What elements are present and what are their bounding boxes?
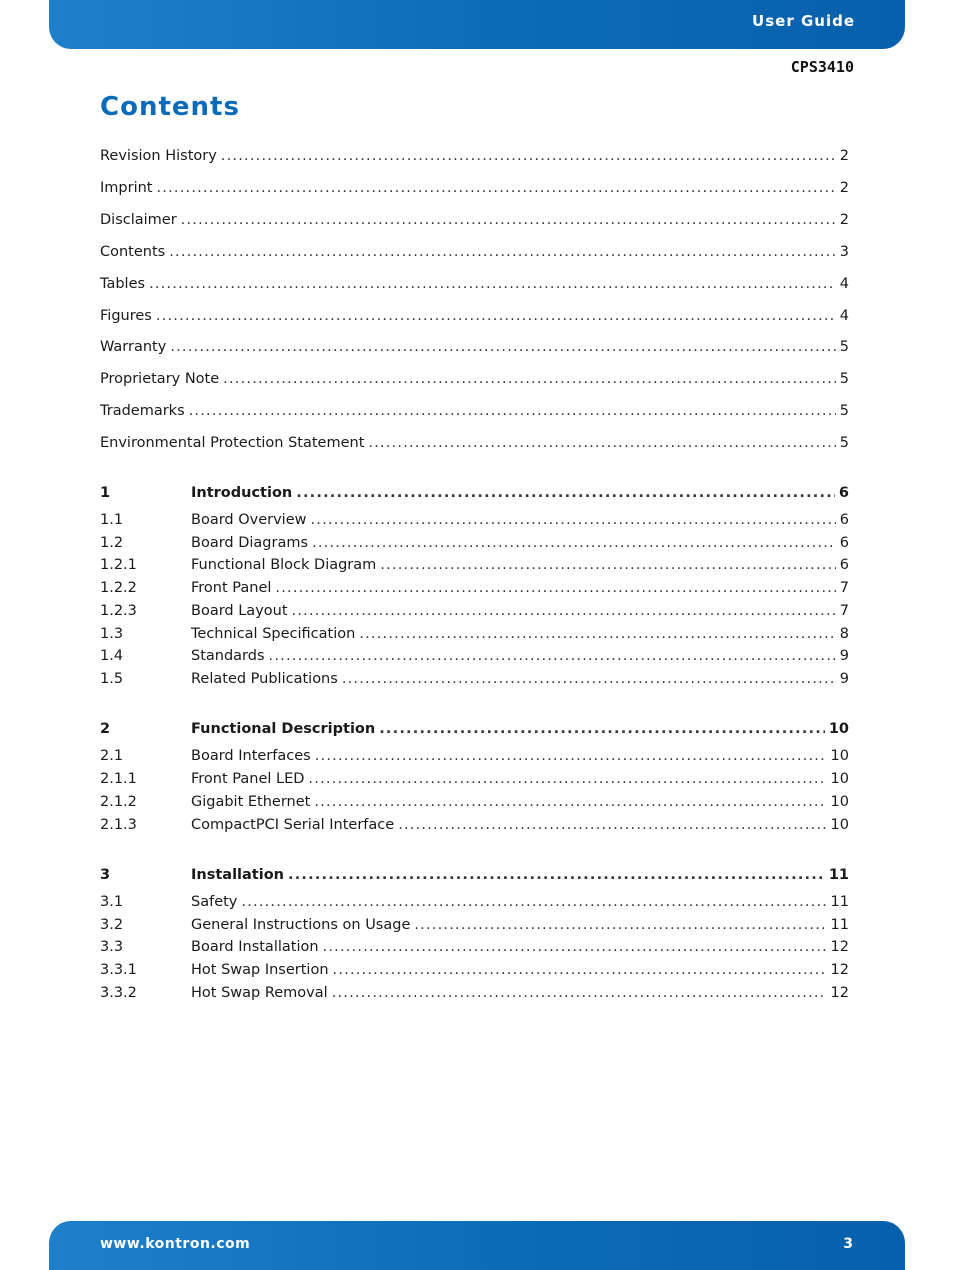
toc-section-number: 3.2 <box>100 917 124 933</box>
toc-entry[interactable] <box>100 244 849 264</box>
toc-section-number: 2.1 <box>100 748 124 764</box>
toc-section-label: General Instructions on Usage <box>191 917 411 933</box>
toc-entry-page: 2 <box>839 148 849 164</box>
toc-chapter[interactable] <box>100 485 849 505</box>
toc-leader <box>221 148 836 164</box>
toc-entry-label: Contents <box>100 244 166 260</box>
toc-section[interactable] <box>100 794 849 814</box>
toc-entry-label: Warranty <box>100 339 167 355</box>
toc-chapter-page: 10 <box>828 721 849 737</box>
toc-section-page: 10 <box>830 794 849 810</box>
toc-leader <box>149 276 836 292</box>
toc-leader <box>312 535 836 551</box>
toc-entry-label: Imprint <box>100 180 153 196</box>
toc-leader <box>170 339 835 355</box>
toc-section-number: 2.1.3 <box>100 817 137 833</box>
toc-section-page: 10 <box>830 817 849 833</box>
toc-chapter-number: 1 <box>100 485 111 501</box>
toc-section-page: 9 <box>839 648 849 664</box>
toc-chapter-number: 3 <box>100 867 111 883</box>
toc-section[interactable] <box>100 817 849 837</box>
toc-entry-page: 5 <box>839 435 849 451</box>
toc-section[interactable] <box>100 557 849 577</box>
toc-leader <box>241 894 826 910</box>
page-title: Contents <box>100 92 240 122</box>
toc-entry[interactable] <box>100 403 849 423</box>
toc-section-number: 3.3.1 <box>100 962 137 978</box>
toc-section-number: 2.1.1 <box>100 771 137 787</box>
product-name: CPS3410 <box>790 58 854 76</box>
toc-section[interactable] <box>100 894 849 914</box>
toc-section-page: 6 <box>839 512 849 528</box>
toc-section-label: Front Panel LED <box>191 771 305 787</box>
toc-section-number: 1.2.3 <box>100 603 137 619</box>
toc-section-number: 1.5 <box>100 671 124 687</box>
toc-section-label: Gigabit Ethernet <box>191 794 311 810</box>
toc-section-number: 1.2 <box>100 535 124 551</box>
toc-leader <box>181 212 836 228</box>
toc-section-number: 3.3.2 <box>100 985 137 1001</box>
toc-section-label: Functional Block Diagram <box>191 557 377 573</box>
toc-chapter[interactable] <box>100 721 849 741</box>
toc-section[interactable] <box>100 626 849 646</box>
toc-section-label: Board Interfaces <box>191 748 311 764</box>
toc-section-label: Board Diagrams <box>191 535 309 551</box>
toc-section-label: CompactPCI Serial Interface <box>191 817 395 833</box>
toc-entry-page: 2 <box>839 180 849 196</box>
toc-section-page: 6 <box>839 557 849 573</box>
toc-section-page: 12 <box>830 939 849 955</box>
toc-section-page: 9 <box>839 671 849 687</box>
toc-section-page: 8 <box>839 626 849 642</box>
toc-section-label: Board Installation <box>191 939 319 955</box>
toc-entry-label: Figures <box>100 308 152 324</box>
toc-entry[interactable] <box>100 180 849 200</box>
toc-section-page: 11 <box>830 917 849 933</box>
toc-section[interactable] <box>100 771 849 791</box>
toc-leader <box>223 371 836 387</box>
toc-section-page: 10 <box>830 748 849 764</box>
toc-entry-page: 4 <box>839 308 849 324</box>
toc-section-number: 3.3 <box>100 939 124 955</box>
toc-leader <box>414 917 826 933</box>
toc-section[interactable] <box>100 603 849 623</box>
toc-section[interactable] <box>100 917 849 937</box>
toc-section-page: 7 <box>839 580 849 596</box>
toc-leader <box>288 867 825 883</box>
toc-entry-label: Tables <box>100 276 146 292</box>
toc-chapter-number: 2 <box>100 721 111 737</box>
toc-section-page: 7 <box>839 603 849 619</box>
toc-section[interactable] <box>100 939 849 959</box>
toc-chapter-label: Functional Description <box>191 721 376 737</box>
footer-url-link[interactable]: www.kontron.com <box>100 1236 251 1252</box>
toc-section-label: Hot Swap Insertion <box>191 962 329 978</box>
footer-page-number: 3 <box>843 1236 853 1252</box>
toc-section[interactable] <box>100 580 849 600</box>
toc-leader <box>156 308 836 324</box>
toc-section-number: 1.2.1 <box>100 557 137 573</box>
toc-chapter-page: 6 <box>838 485 849 501</box>
toc-entry[interactable] <box>100 308 849 328</box>
toc-section-label: Standards <box>191 648 265 664</box>
toc-leader <box>189 403 836 419</box>
toc-section[interactable] <box>100 535 849 555</box>
toc-leader <box>269 648 836 664</box>
toc-leader <box>296 485 835 501</box>
toc-section-label: Technical Specification <box>191 626 356 642</box>
toc-section-number: 1.3 <box>100 626 124 642</box>
toc-chapter-label: Introduction <box>191 485 293 501</box>
toc-entry[interactable] <box>100 276 849 296</box>
toc-entry[interactable] <box>100 339 849 359</box>
toc-leader <box>323 939 827 955</box>
toc-entry[interactable] <box>100 148 849 168</box>
toc-leader <box>308 771 826 787</box>
toc-section-number: 1.1 <box>100 512 124 528</box>
toc-section-page: 12 <box>830 985 849 1001</box>
toc-section[interactable] <box>100 985 849 1005</box>
toc-section-label: Front Panel <box>191 580 272 596</box>
toc-leader <box>379 721 825 737</box>
toc-section[interactable] <box>100 648 849 668</box>
toc-section-page: 6 <box>839 535 849 551</box>
toc-section-page: 10 <box>830 771 849 787</box>
toc-leader <box>315 748 827 764</box>
toc-entry-page: 5 <box>839 371 849 387</box>
toc-section-number: 2.1.2 <box>100 794 137 810</box>
toc-entry-label: Disclaimer <box>100 212 177 228</box>
toc-section-number: 1.2.2 <box>100 580 137 596</box>
toc-entry-label: Proprietary Note <box>100 371 220 387</box>
toc-leader <box>398 817 826 833</box>
toc-leader <box>359 626 835 642</box>
toc-leader <box>368 435 835 451</box>
toc-leader <box>314 794 826 810</box>
toc-entry-page: 3 <box>839 244 849 260</box>
header-title: User Guide <box>752 12 855 30</box>
toc-section-page: 11 <box>830 894 849 910</box>
footer-bar <box>49 1221 905 1270</box>
header-bar <box>49 0 905 49</box>
toc-entry[interactable] <box>100 435 849 455</box>
toc-entry-page: 2 <box>839 212 849 228</box>
toc-section-label: Board Layout <box>191 603 288 619</box>
toc-leader <box>342 671 836 687</box>
toc-section-number: 3.1 <box>100 894 124 910</box>
toc-section[interactable] <box>100 962 849 982</box>
toc-entry-page: 5 <box>839 339 849 355</box>
toc-section-label: Safety <box>191 894 238 910</box>
toc-entry-label: Trademarks <box>100 403 185 419</box>
toc-leader <box>333 962 827 978</box>
toc-entry-page: 4 <box>839 276 849 292</box>
toc-leader <box>311 512 836 528</box>
toc-entry[interactable] <box>100 371 849 391</box>
toc-section[interactable] <box>100 748 849 768</box>
toc-chapter-label: Installation <box>191 867 284 883</box>
toc-section-label: Board Overview <box>191 512 307 528</box>
toc-leader <box>332 985 827 1001</box>
toc-section-label: Related Publications <box>191 671 338 687</box>
toc-leader <box>156 180 835 196</box>
toc-entry-label: Environmental Protection Statement <box>100 435 365 451</box>
toc-section-page: 12 <box>830 962 849 978</box>
toc-section-number: 1.4 <box>100 648 124 664</box>
toc-entry-label: Revision History <box>100 148 217 164</box>
toc-chapter-page: 11 <box>828 867 849 883</box>
toc-leader <box>169 244 836 260</box>
toc-leader <box>380 557 835 573</box>
toc-leader <box>292 603 836 619</box>
toc-entry-page: 5 <box>839 403 849 419</box>
toc-section[interactable] <box>100 671 849 691</box>
toc-leader <box>275 580 835 596</box>
toc-entry[interactable] <box>100 212 849 232</box>
toc-chapter[interactable] <box>100 867 849 887</box>
toc-section-label: Hot Swap Removal <box>191 985 328 1001</box>
toc-section[interactable] <box>100 512 849 532</box>
